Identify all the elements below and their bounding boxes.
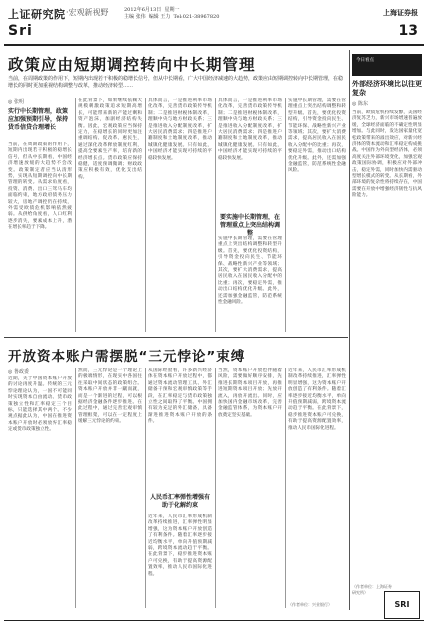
section-title: 上证研究院 [8, 8, 66, 21]
divider [285, 368, 286, 608]
main-headline: 政策应由短期调控转向中长期管理 [8, 56, 256, 74]
footer-rule [4, 620, 424, 621]
main-col-3: 具体而言，一是推进利率市场化改革，完善货币政策传导机制；二是推进财税体制改革，理顺中央与地方财政关系；三是推进收入分配制度改革，扩大居民消费需求；四是推进户籍制度和土地制度改革，推动城镇化健康发展。只有如此，中国经济才能实现可持续的平稳较快发展。 [148, 98, 212, 161]
sidebar-divider [349, 50, 350, 610]
second-headline: 开放资本账户需摆脱“三元悖论”束缚 [8, 349, 246, 365]
second-credit: （作者单位：兴业银行） [288, 602, 332, 607]
second-col-1: 近期，关于中国资本账户开放的讨论再度升温。传统的三元悖论理论认为，一国不可能同时实现资本自由流动、货币政策独立性和汇率稳定三个目标，只能选择其中两个。不少观点据此认为，中国在推进资本账户开放时必须放弃汇率稳定或货币政策独立性。 [8, 376, 72, 433]
main-intro: 实行中长期管理，政策应加强预期引导，保持货币信贷合理增长 [8, 108, 69, 131]
divider [145, 98, 146, 332]
second-col-4: 近年来，人民币汇率形成机制改革持续推进，汇率弹性明显增强，这为资本账户开放创造了有利条件。随着汇率逐步接近均衡水平，单向升值预期减弱，跨境资本流动趋于平衡。在此背景下，稳步推进资本账户可兑换，有助于提高资源配置效率，推动人民币国际化进程。 [148, 514, 212, 577]
issue-meta: 2012年6月13日 星期一 主编 张伟 编辑 王力 Tel:021-38967820 [124, 7, 220, 20]
main-col-1: 当前，在周期政策的作用下，短期内出现若干积极的稳增长信号，但从中长期看，中国经济增速放缓的大趋势不会改变。政策制定者应当认清形势，实现从短期调控向中长期管理的转变。从需求角度看，投资、消费、出口三驾马车均面临约束，地方政府债务压力较大，房地产调控仍在持续，外需受欧债危机影响依然疲弱。从供给角度看，人口红利逐步消失，要素成本上升，潜在增长率趋于下降。 [8, 142, 72, 231]
main-lede: 当前，在周期政策的作用下，短期内出现若干积极的稳增长信号，但从中长期看，广大中国经济减速的大趋势，政策应由短期调控转向中长期管理，在稳增长的同时更加重视结构调整与改革，推动经济转型…… [8, 76, 344, 89]
section-column: ·宏观新视野 [66, 8, 109, 17]
second-col-5: 当然，资本账户开放也伴随着风险，需要做好顺序安排，先推进长期资本项目开放，再推进短期资本项目开放；先放开流入，再放开流出。同时，应加快国内金融市场改革，完善金融监管体系，为资本账户开放奠定坚实基础。 [218, 368, 282, 418]
main-col-3b: 具体而言，一是推进利率市场化改革，完善货币政策传导机制；二是推进财税体制改革，理顺中央与地方财政关系；三是推进收入分配制度改革，扩大居民消费需求；四是推进户籍制度和土地制度改革，推动城镇化健康发展。只有如此，中国经济才能实现可持续的平稳较快发展。 [218, 98, 282, 161]
sidebar-header [352, 54, 422, 76]
section-rule [4, 337, 348, 338]
sidebar-body: 当前，欧债危机持续发酵，美国经济复苏乏力，新兴市场增速普遍放缓，全球经济面临的不确定性明显增加。与此同时，发达国家量化宽松政策带来的溢出效应，对新兴经济体的资本流动和汇率稳定构成挑战。中国作为外向型经济体，必须高度关注外部环境变化，加强宏观政策国际协调，积极应对外部冲击，稳定外需，同时加快内需驱动型增长模式的转变。从长期看，外部环境的复杂性将持续存在，中国需要在开放中增强经济韧性与抗风险能力。 [352, 110, 422, 199]
second-subhead: 人民币汇率弹性增强有助于化解约束 [149, 494, 210, 509]
divider [215, 368, 216, 608]
paper-name: 上海证券报 [383, 8, 418, 17]
sidebar-label: 今日看点 [356, 58, 374, 63]
page-number: 13 [398, 23, 418, 39]
page-code: Sri [8, 23, 33, 39]
sidebar-title: 外部经济环境比以往更复杂 [352, 80, 422, 97]
second-author: ◎ 鲁政委 [8, 369, 29, 375]
second-col-2: 然而，三元悖论是一个理论上的极端情形，在现实中各国往往采取中间状态的政策组合。资本账户开放并非一蹴而就，而是一个渐进的过程，可以根据经济金融条件逐步推进。在此过程中，通过完善宏观审慎管理框架，可以在一定程度上缓解三元悖论的约束。 [78, 368, 142, 425]
sri-logo: SRI [384, 591, 420, 619]
divider [75, 98, 76, 332]
second-col-6: 近年来，人民币汇率形成机制改革持续推进，汇率弹性明显增强，这为资本账户开放创造了有利条件。随着汇率逐步接近均衡水平，单向升值预期减弱，跨境资本流动趋于平衡。在此背景下，稳步推进资本账户可兑换，有助于提高资源配置效率，推动人民币国际化进程。 [288, 368, 346, 431]
main-col-5: 实施中长期管理，需要在管理重点上突出结构调整和转型升级。首先，要优化投资结构，引导资金投向民生、节能环保、战略性新兴产业等领域；其次，要扩大消费需求，提高居民收入在国民收入分配中的比重；再次，要稳定外需，推动出口结构优化升级。此外，还需加强金融监管，防范系统性金融风险。 [288, 98, 346, 174]
masthead [4, 4, 424, 42]
sidebar-credit: （作者单位：上海证券研究所） [352, 584, 392, 595]
divider [215, 98, 216, 332]
second-col-3: 从国际经验看，许多新兴经济体在资本账户开放过程中，都通过资本流动管理工具、外汇储备干预和宏观审慎政策等手段，在汇率稳定与货币政策独立性之间取得了平衡。中国拥有较为充足的外汇储备，具备渐进推进资本账户开放的条件。 [148, 368, 212, 425]
divider [285, 98, 286, 332]
main-subhead: 要实施中长期管理，在管理重点上突出结构调整 [219, 214, 280, 237]
sidebar-author: ◎ 陈东 [352, 101, 368, 107]
main-author: ◎ 张明 [8, 99, 24, 105]
main-col-2: 在此背景下，如果继续依赖大规模刺激政策追求短期高增长，可能带来新的产能过剩和资产泡沫，加剧经济结构失衡。因此，宏观政策应当保持定力，在稳增长的同时更加注重调结构、促改革、惠民生，通过深化改革释放制度红利，提高全要素生产率，培育新的经济增长点。货币政策应保持稳健，适度预调微调；财政政策应积极有效，优化支出结构。 [78, 98, 142, 180]
divider [75, 368, 76, 608]
divider [145, 368, 146, 608]
main-col-4: 实施中长期管理，需要在管理重点上突出结构调整和转型升级。首先，要优化投资结构，引导资金投向民生、节能环保、战略性新兴产业等领域；其次，要扩大消费需求，提高居民收入在国民收入分配中的比重；再次，要稳定外需，推动出口结构优化升级。此外，还需加强金融监管，防范系统性金融风险。 [218, 236, 282, 306]
masthead-rule [4, 44, 424, 46]
